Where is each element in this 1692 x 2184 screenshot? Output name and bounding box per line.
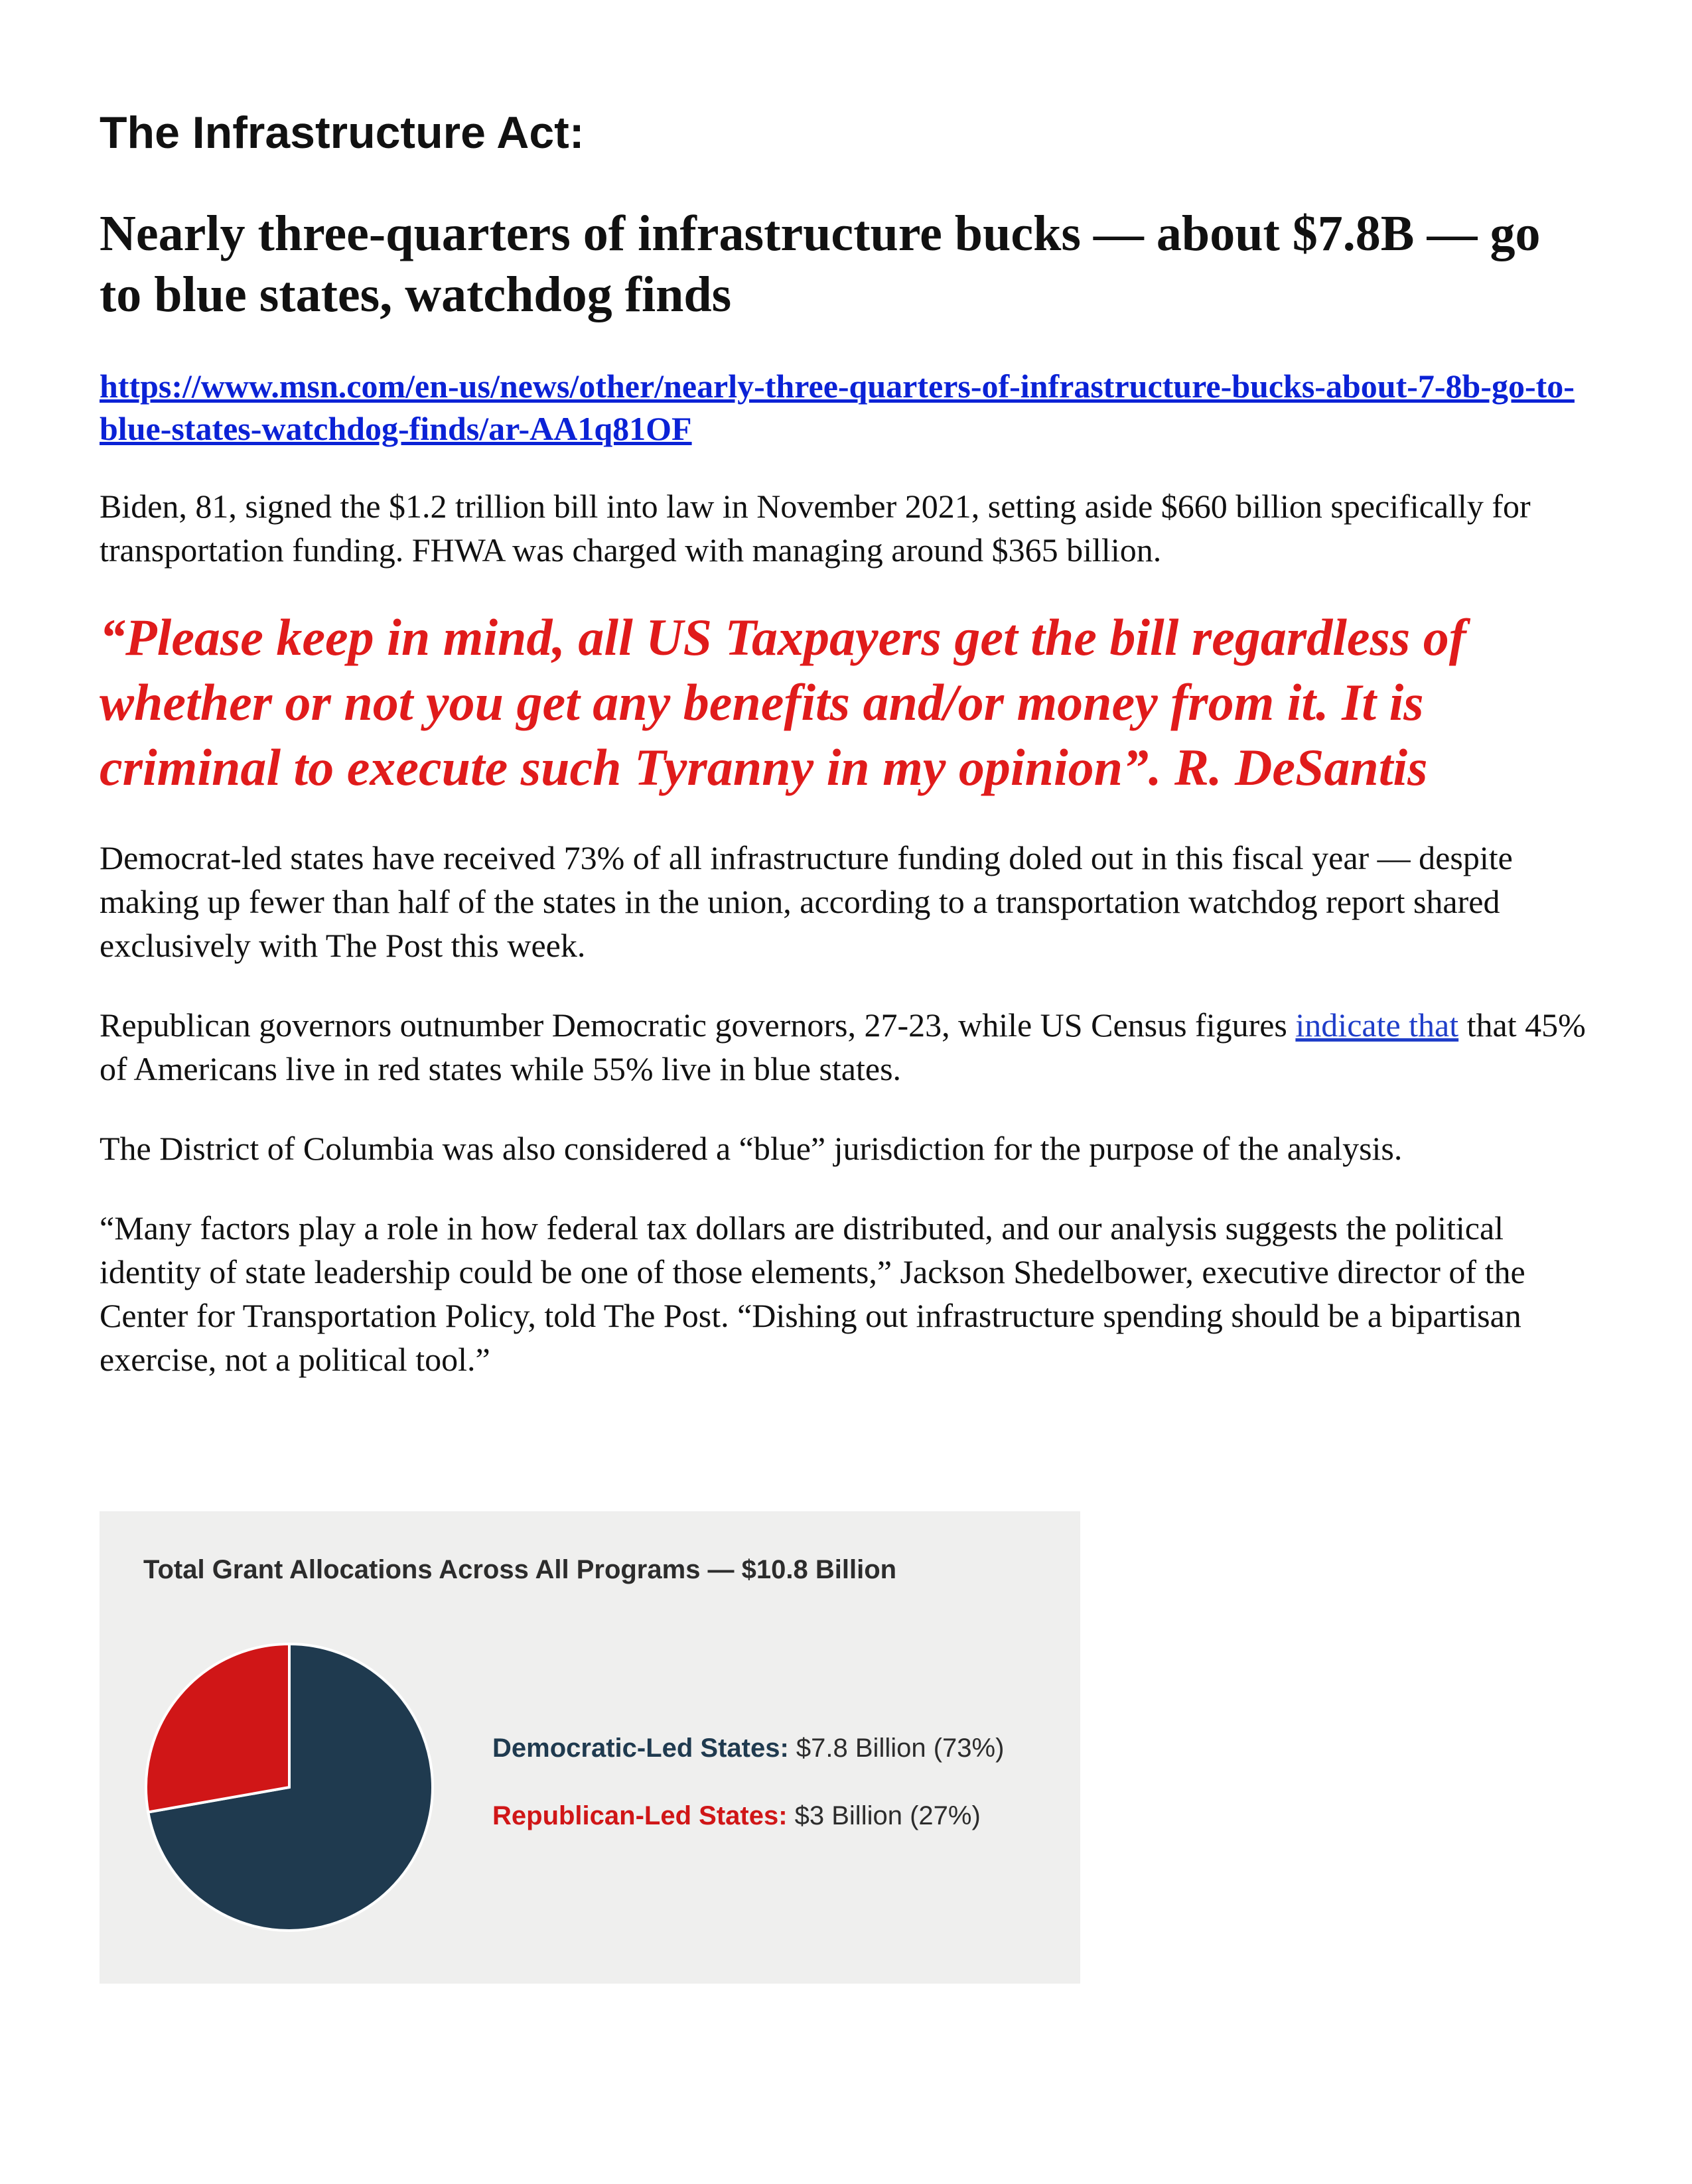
article-headline: Nearly three-quarters of infrastructure bucks — about $7.8B — go to blue states, watchdog finds — [100, 206, 1541, 322]
desantis-quote: “Please keep in mind, all US Taxpayers get the bill regardless of whether or not you get any benefits and/or money from it. It is criminal to execute such Tyranny in my opinion”. R. DeSantis — [100, 608, 1466, 796]
paragraph-shedelbower-quote: “Many factors play a role in how federal tax dollars are distributed, and our analysis suggests the political identity of state leadership could be one of those elements,” Jackson Shedelbower, executive director of the Center for Transportation Policy, told The Post. “Dishing out infrastructure spending should be a bipartisan exercise, not a political tool.” — [100, 1209, 1525, 1378]
legend-label: Democratic-Led States: — [492, 1734, 789, 1763]
legend-entry-democratic — [492, 1732, 1004, 1765]
paragraph-bill-summary: Biden, 81, signed the $1.2 trillion bill into law in November 2021, setting aside $660 billion specifically for transportation funding. FHWA was charged with managing around $365 billion. — [100, 488, 1531, 569]
indicate-that-link[interactable]: indicate that — [1295, 1006, 1459, 1044]
chart-title: Total Grant Allocations Across All Programs — $10.8 Billion — [143, 1555, 897, 1584]
paragraph-district-of-columbia: The District of Columbia was also considered a “blue” jurisdiction for the purpose of the analysis. — [100, 1130, 1403, 1167]
paragraph-governors — [100, 1003, 1592, 1091]
source-url-link[interactable]: https://www.msn.com/en-us/news/other/nearly-three-quarters-of-infrastructure-bucks-about-7-8b-go-to-blue-states-watchdog-finds/ar-AA1q81OF — [100, 368, 1575, 447]
pie-slice-republican — [146, 1644, 289, 1812]
legend-entry-republican — [492, 1799, 1004, 1832]
pie-chart-figure — [100, 1511, 1080, 1984]
pie-chart — [139, 1637, 439, 1937]
document-title: The Infrastructure Act: — [100, 107, 585, 158]
paragraph-democrat-funding: Democrat-led states have received 73% of all infrastructure funding doled out in this fiscal year — despite making up fewer than half of the states in the union, according to a transportation watchdog report shared exclusively with The Post this week. — [100, 839, 1513, 964]
legend-value: $3 Billion (27%) — [787, 1801, 981, 1830]
legend-label: Republican-Led States: — [492, 1801, 788, 1830]
chart-legend — [492, 1732, 1004, 1867]
document-page — [100, 106, 1592, 1381]
legend-value: $7.8 Billion (73%) — [788, 1734, 1005, 1763]
paragraph-governors-text-start: Republican governors outnumber Democratic governors, 27-23, while US Census figures — [100, 1006, 1296, 1044]
paragraph-governors-text-end: that 45% of Americans live in red states while 55% live in blue states. — [100, 1006, 1586, 1087]
